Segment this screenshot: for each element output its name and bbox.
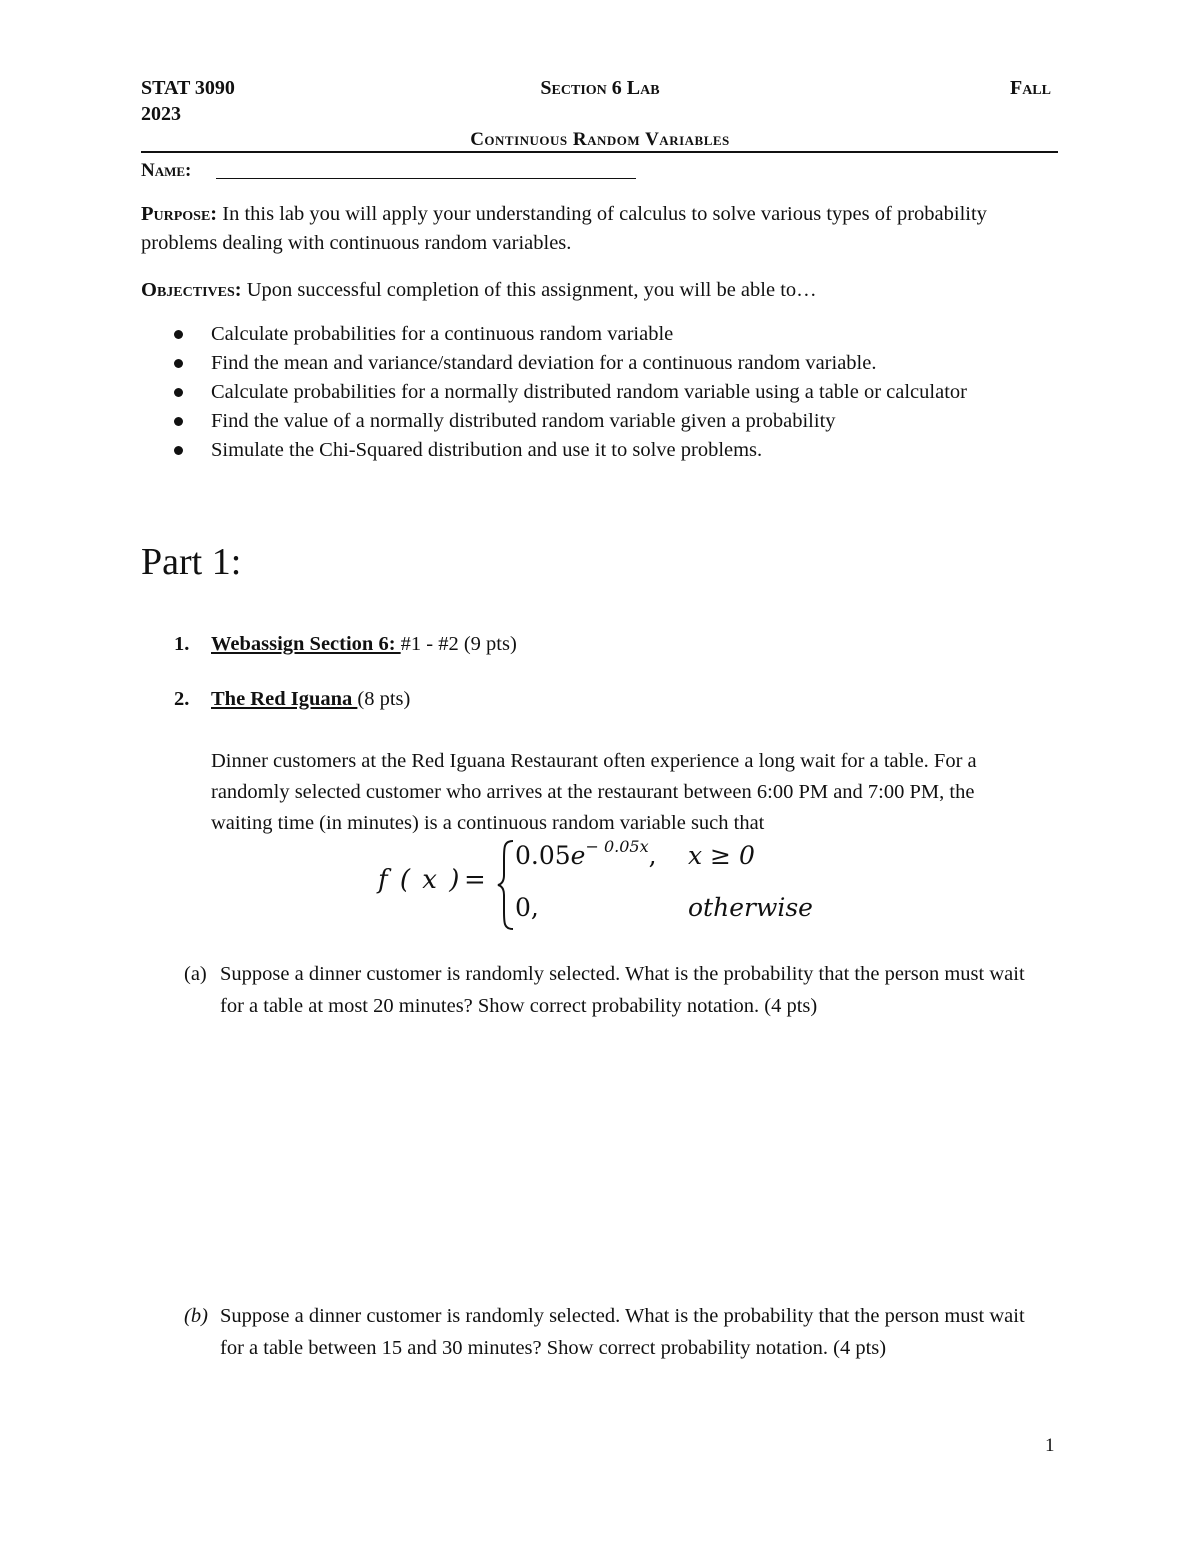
list-item: Simulate the Chi-Squared distribution and use it to solve problems. [174,436,1034,465]
list-item: Find the value of a normally distributed random variable given a probability [174,407,1034,436]
objectives-text: Upon successful completion of this assignment, you will be able to… [246,279,817,301]
header-section: Section 6 Lab [540,77,660,99]
list-item: Calculate probabilities for a continuous random variable [174,320,1034,349]
header-term: Fall [1009,77,1051,99]
question-b [184,1300,1064,1400]
bullet-icon [174,446,183,455]
question-label: (a) [184,963,207,985]
part-title: Part 1: [141,541,242,583]
bullet-icon [174,359,183,368]
bullet-icon [174,417,183,426]
item-number: 2. [174,688,190,710]
objectives-list [174,320,1034,465]
formula-case-1: $0.05e^{- 0.05x}$, [515,837,657,870]
document-subtitle: Continuous Random Variables [470,129,730,150]
formula-case-2: 0, [515,893,539,922]
item-detail: #1 - #2 (9 pts) [400,633,517,655]
course-code: STAT 3090 [141,77,235,99]
item-number: 1. [174,633,190,655]
list-item: Find the mean and variance/standard deviation for a continuous random variable. [174,349,1034,378]
name-label: Name: [141,160,192,181]
pdf-formula [370,835,830,935]
purpose-text: In this lab you will apply your understanding of calculus to solve various types of probability problems dealing with continuous random variables. [141,203,987,254]
question-label: (b) [184,1305,208,1327]
objectives-paragraph [141,276,1051,305]
bullet-icon [174,388,183,397]
item-title: The Red Iguana [211,688,358,710]
question-text: Suppose a dinner customer is randomly selected. What is the probability that the person must wait for a table between 15 and 30 minutes? Show correct probability notation. (4 pts) [220,1305,1025,1359]
list-item: Calculate probabilities for a normally distributed random variable using a table or calculator [174,378,1034,407]
objectives-label: Objectives: [141,279,242,301]
header-rule [141,151,1058,153]
course-year: 2023 [141,103,181,125]
purpose-paragraph [141,200,1051,258]
purpose-label: Purpose: [141,203,218,225]
header-course [141,75,261,127]
left-brace-icon [496,839,516,931]
item-detail: (8 pts) [357,688,411,710]
bullet-icon [174,330,183,339]
question-text: Suppose a dinner customer is randomly selected. What is the probability that the person must wait for a table at most 20 minutes? Show correct probability notation. (4 pts) [220,963,1025,1017]
question-a [184,958,1064,1028]
item-title: Webassign Section 6: [211,633,401,655]
formula-equals: = [464,865,486,895]
formula-lhs: f ( x ) [378,865,462,895]
problem-description: Dinner customers at the Red Iguana Restaurant often experience a long wait for a table. For a randomly selected customer who arrives at the restaurant between 6:00 PM and 7:00 PM, the waiting time (in minutes) is a continuous random variable such that [211,750,977,834]
name-blank-line [216,178,636,179]
page-number: 1 [1045,1435,1055,1456]
formula-condition-2: otherwise [688,893,813,922]
formula-condition-1: x ≥ 0 [688,841,755,870]
